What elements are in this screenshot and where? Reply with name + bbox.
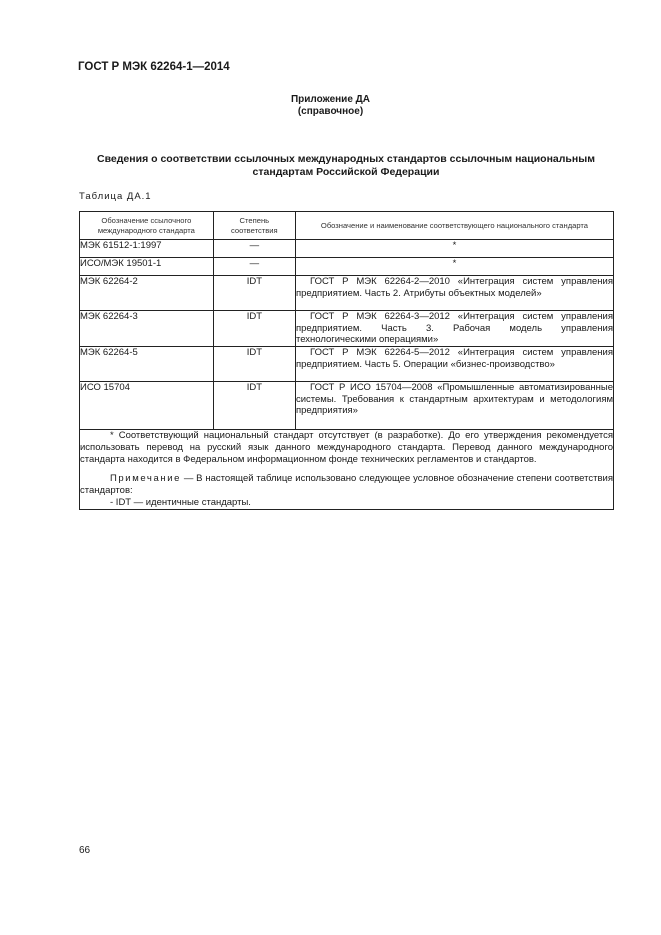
cell-degree: IDT [213, 276, 295, 311]
note-item-text: - IDT — идентичные стандарты. [110, 497, 251, 508]
cell-code: МЭК 61512-1:1997 [80, 240, 214, 258]
table-row [80, 276, 614, 311]
cell-reference [295, 347, 613, 382]
table-footnote-row [80, 430, 614, 510]
header-degree: Степень соответствия [213, 212, 295, 240]
cell-code: МЭК 62264-3 [80, 311, 214, 347]
table-row [80, 258, 614, 276]
cell-reference [295, 311, 613, 347]
footnote-text: * Соответствующий национальный стандарт отсутствует (в разработке). До его утверждения рекомендуется использовать перевод на русский язык данного международного стандарта. Перевод данного международного стандарта находится в Федеральном информационном фонде технических регламентов и стандартов. [80, 430, 613, 465]
cell-reference: * [295, 240, 613, 258]
header-international-standard: Обозначение ссылочного международного стандарта [80, 212, 214, 240]
note-item [80, 497, 613, 509]
cell-code: МЭК 62264-5 [80, 347, 214, 382]
section-title [78, 153, 614, 179]
section-title-line-2: стандартам Российской Федерации [252, 166, 440, 178]
correspondence-table [79, 211, 614, 510]
cell-code: ИСО/МЭК 19501-1 [80, 258, 214, 276]
table-header-row [80, 212, 614, 240]
note-text: — В настоящей таблице использовано следующее условное обозначение степени соответствия стандартов: [80, 473, 613, 496]
section-title-line-1: Сведения о соответствии ссылочных международных стандартов ссылочным национальным [97, 153, 595, 165]
table-row [80, 311, 614, 347]
cell-degree: — [213, 258, 295, 276]
note-label: Примечание [110, 473, 181, 484]
note [80, 473, 613, 497]
cell-degree: IDT [213, 311, 295, 347]
appendix-heading [0, 94, 661, 118]
page-number: 66 [79, 845, 91, 856]
table-row [80, 382, 614, 430]
cell-degree: IDT [213, 382, 295, 430]
cell-reference: * [295, 258, 613, 276]
reference-text: ГОСТ Р ИСО 15704—2008 «Промышленные автоматизированные системы. Требования к стандартным архитектурам и методологиям предприятия» [295, 382, 613, 416]
cell-reference [295, 276, 613, 311]
footnote [80, 430, 613, 466]
table-row [80, 347, 614, 382]
reference-text: ГОСТ Р МЭК 62264-5—2012 «Интеграция систем управления предприятием. Часть 5. Операции «бизнес-производство» [295, 347, 613, 370]
cell-degree: IDT [213, 347, 295, 382]
appendix-title: Приложение ДА [290, 94, 371, 105]
appendix-subtitle: (справочное) [297, 106, 364, 117]
document-id: ГОСТ Р МЭК 62264-1—2014 [78, 61, 230, 73]
cell-degree: — [213, 240, 295, 258]
cell-code: МЭК 62264-2 [80, 276, 214, 311]
table-row [80, 240, 614, 258]
reference-text: ГОСТ Р МЭК 62264-2—2010 «Интеграция систем управления предприятием. Часть 2. Атрибуты объектных моделей» [295, 276, 613, 299]
table-label: Таблица ДА.1 [79, 191, 152, 202]
header-national-standard: Обозначение и наименование соответствующего национального стандарта [295, 212, 613, 240]
cell-reference [295, 382, 613, 430]
footnote-cell [80, 430, 614, 510]
reference-text: ГОСТ Р МЭК 62264-3—2012 «Интеграция систем управления предприятием. Часть 3. Рабочая модель управления технологическими операциями» [295, 311, 613, 345]
cell-code: ИСО 15704 [80, 382, 214, 430]
